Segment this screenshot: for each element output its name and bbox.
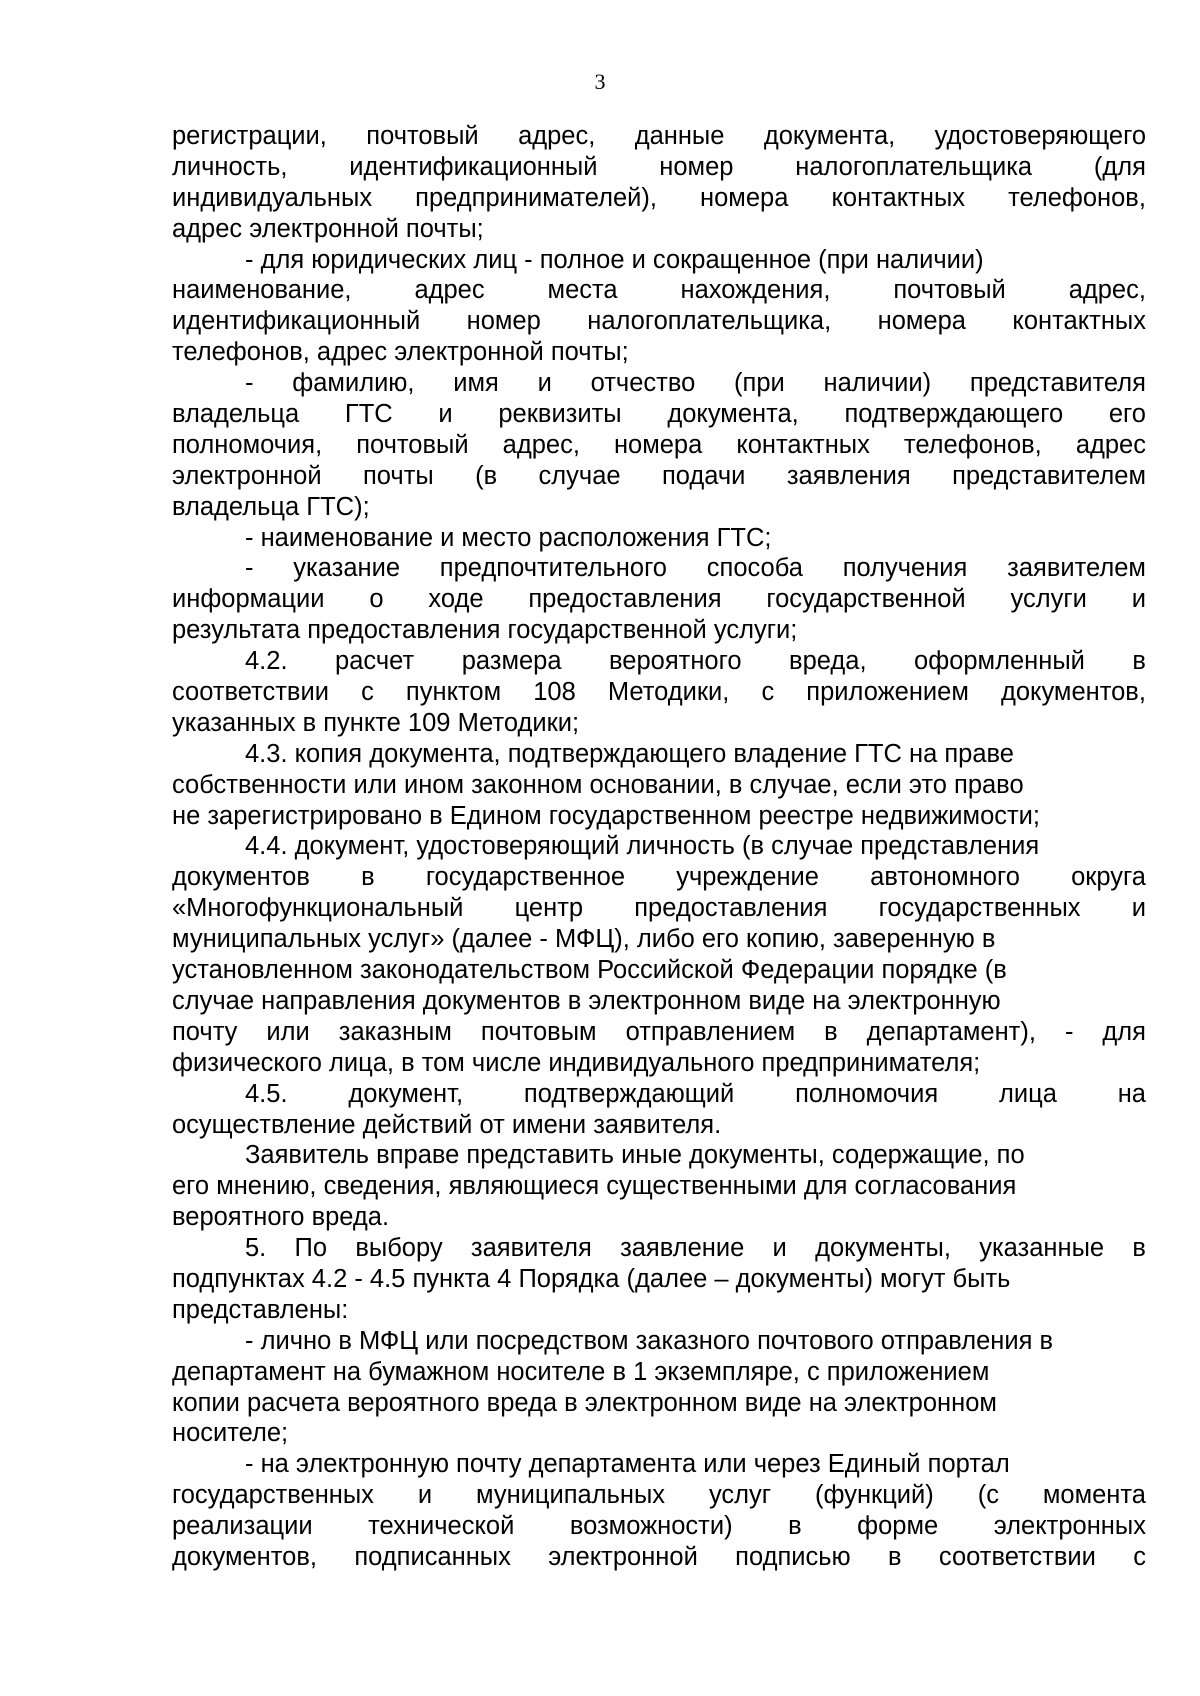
text-word: представителем [952, 461, 1146, 490]
text-word: номера [877, 307, 966, 336]
text-word: в [1132, 1234, 1146, 1263]
text-word: наличии) [823, 369, 932, 398]
text-word: указанные [979, 1234, 1105, 1263]
text-word: на [1117, 1079, 1146, 1108]
text-word: адрес [1075, 430, 1146, 459]
text-word: заявителя [470, 1234, 592, 1263]
text-word: (с [977, 1481, 999, 1510]
text-line: собственности или ином законном основании, в случае, если это право [172, 770, 1024, 799]
text-word: представителя [969, 369, 1146, 398]
text-word: налогоплательщика [795, 152, 1033, 181]
text-word: Методики, [607, 678, 730, 707]
text-word: для [1102, 1017, 1146, 1046]
text-line: случае направления документов в электронном виде на электронную [172, 986, 1001, 1015]
text-word: фамилию, [292, 369, 415, 398]
text-word: полномочия, [172, 430, 323, 459]
text-word: в [824, 1017, 838, 1046]
text-word: электронных [993, 1512, 1146, 1541]
text-word: 5. [245, 1234, 267, 1263]
text-word: имя [453, 369, 499, 398]
text-word: индивидуальных [172, 183, 373, 212]
text-word: нахождения, [680, 276, 831, 305]
text-word: почтовый [356, 430, 469, 459]
text-line: не зарегистрировано в Едином государственном реестре недвижимости; [172, 801, 1041, 830]
text-line [172, 1511, 1146, 1542]
text-line [172, 862, 1146, 893]
text-word: в [361, 863, 375, 892]
text-word: и [438, 400, 453, 429]
text-word: идентификационный [172, 307, 421, 336]
text-word: услуг [708, 1481, 772, 1510]
text-word: (при [734, 369, 785, 398]
text-line [172, 646, 1146, 677]
text-word: регистрации, [172, 122, 327, 150]
text-word: телефонов, [1008, 183, 1146, 212]
text-word: - [245, 554, 254, 583]
text-word: в [888, 1542, 902, 1571]
text-line: установленном законодательством Российской Федерации порядке (в [172, 956, 1007, 985]
text-word: расчет [335, 647, 415, 676]
document-body [172, 121, 1146, 1573]
text-word: почтовым [480, 1017, 597, 1046]
text-word: соответствии [172, 678, 329, 707]
text-word: предпринимателей), [415, 183, 657, 212]
text-word: ходе [428, 585, 484, 614]
text-word: момента [1042, 1481, 1146, 1510]
text-word: и [417, 1481, 433, 1510]
text-word: реализации [172, 1512, 313, 1541]
text-word: подписью [735, 1542, 851, 1571]
text-word: наименование, [172, 276, 352, 305]
text-word: заявление [620, 1234, 745, 1263]
text-word: учреждение [676, 863, 819, 892]
text-line: департамент на бумажном носителе в 1 экземпляре, с приложением [172, 1357, 990, 1386]
text-word: «Многофункциональный [172, 894, 464, 923]
text-line [172, 584, 1146, 615]
text-line: - для юридических лиц - полное и сокращенное (при наличии) [245, 245, 984, 274]
text-word: - [1064, 1017, 1074, 1046]
text-word: почтовый [366, 122, 479, 150]
text-word: автономного [870, 863, 1020, 892]
text-word: (в [475, 461, 498, 490]
text-word: государственное [425, 863, 626, 892]
text-line [172, 893, 1146, 924]
text-line: владельца ГТС); [172, 492, 370, 521]
text-word: - [245, 369, 254, 398]
text-word: идентификационный [349, 152, 598, 181]
text-line: указанных в пункте 109 Методики; [172, 708, 580, 737]
text-word: способа [706, 554, 803, 583]
text-word: контактных [736, 430, 870, 459]
text-line: адрес электронной почты; [172, 214, 484, 243]
text-word: электронной [172, 461, 322, 490]
text-word: департамент), [866, 1017, 1036, 1046]
text-word: услуги [1010, 585, 1087, 614]
text-line: 4.4. документ, удостоверяющий личность (в случае представления [245, 832, 1040, 861]
text-word: номера [613, 430, 703, 459]
text-line: 4.3. копия документа, подтверждающего владение ГТС на праве [245, 739, 1014, 768]
text-word: владельца [172, 400, 300, 429]
text-word: телефонов, [903, 430, 1042, 459]
text-word: номер [659, 152, 734, 181]
text-word: полномочия [795, 1079, 939, 1108]
text-word: места [547, 276, 618, 305]
text-word: адрес [414, 276, 485, 305]
text-line: муниципальных услуг» (далее - МФЦ), либо его копию, заверенную в [172, 925, 996, 954]
text-word: заявителем [1007, 554, 1146, 583]
text-word: государственных [172, 1481, 374, 1510]
text-line [172, 368, 1146, 399]
text-word: отправлением [625, 1017, 796, 1046]
text-line [172, 275, 1146, 306]
text-word: адрес, [1068, 276, 1146, 305]
text-word: возможности) [569, 1512, 733, 1541]
text-line [172, 1233, 1146, 1264]
text-word: документов, [1000, 678, 1146, 707]
text-word: документ, [348, 1079, 464, 1108]
text-line: телефонов, адрес электронной почты; [172, 338, 629, 367]
text-word: документов, [172, 1542, 317, 1571]
text-word: ГТС [344, 400, 393, 429]
text-word: приложением [806, 678, 969, 707]
text-line [172, 1079, 1146, 1110]
text-word: личность, [172, 152, 288, 181]
text-word: и [1131, 894, 1146, 923]
text-line: - на электронную почту департамента или через Единый портал [245, 1450, 1010, 1479]
text-word: и [537, 369, 552, 398]
text-word: в [788, 1512, 802, 1541]
text-word: (для [1093, 152, 1146, 181]
text-word: отчество [590, 369, 696, 398]
text-word: центр [514, 894, 584, 923]
text-word: документов [172, 863, 310, 892]
text-line [172, 677, 1146, 708]
text-line [172, 553, 1146, 584]
text-line [172, 183, 1146, 214]
text-line [172, 430, 1146, 461]
text-line: физического лица, в том числе индивидуального предпринимателя; [172, 1048, 981, 1077]
text-word: заявления [786, 461, 911, 490]
text-line [172, 399, 1146, 430]
text-word: предоставления [528, 585, 722, 614]
text-word: номера [700, 183, 789, 212]
text-word: и [1131, 585, 1146, 614]
text-word: пунктом [405, 678, 502, 707]
text-word: размера [461, 647, 562, 676]
text-word: вероятного [609, 647, 742, 676]
text-word: вреда, [789, 647, 867, 676]
text-word: 108 [533, 678, 576, 707]
text-word: удостоверяющего [934, 122, 1146, 150]
text-line [172, 306, 1146, 337]
text-word: 4.2. [245, 647, 288, 676]
text-line [172, 1542, 1146, 1573]
text-word: предпочтительного [439, 554, 667, 583]
text-line: результата предоставления государственной услуги; [172, 616, 798, 645]
text-word: 4.5. [245, 1079, 288, 1108]
text-word: его [1108, 400, 1146, 429]
text-word: почтовый [893, 276, 1006, 305]
text-word: контактных [831, 183, 966, 212]
text-line: - лично в МФЦ или посредством заказного почтового отправления в [245, 1326, 1054, 1355]
text-word: подтверждающий [523, 1079, 735, 1108]
text-word: округа [1071, 863, 1146, 892]
page-number: 3 [594, 69, 606, 94]
text-word: государственных [878, 894, 1081, 923]
text-line: подпунктах 4.2 - 4.5 пункта 4 Порядка (далее – документы) могут быть [172, 1264, 1011, 1293]
text-line: осуществление действий от имени заявителя. [172, 1110, 722, 1139]
text-line: - наименование и место расположения ГТС; [245, 523, 772, 552]
text-word: с [761, 678, 775, 707]
text-word: реквизиты [498, 400, 622, 429]
text-word: подписанных [354, 1542, 511, 1571]
text-word: в [1132, 647, 1146, 676]
text-line: его мнению, сведения, являющиеся существенными для согласования [172, 1172, 1017, 1201]
text-line [172, 1017, 1146, 1048]
text-word: с [361, 678, 374, 707]
text-word: контактных [1012, 307, 1146, 336]
text-word: информации [172, 585, 325, 614]
text-word: налогоплательщика, [587, 307, 832, 336]
text-word: данные [634, 122, 725, 150]
text-line: копии расчета вероятного вреда в электронном виде на электронном [172, 1388, 997, 1417]
text-line [172, 461, 1146, 492]
text-word: почты [362, 461, 434, 490]
text-word: документа, [667, 400, 799, 429]
text-line: вероятного вреда. [172, 1203, 390, 1232]
text-word: лица [998, 1079, 1057, 1108]
text-word: заказным [338, 1017, 452, 1046]
text-word: оформленный [914, 647, 1085, 676]
text-word: и [772, 1234, 787, 1263]
text-line [172, 152, 1146, 183]
text-word: документа, [763, 122, 896, 150]
text-word: муниципальных [476, 1481, 666, 1510]
text-word: электронной [548, 1542, 698, 1571]
text-word: соответствии [938, 1542, 1096, 1571]
text-word: государственной [766, 585, 966, 614]
text-word: документы, [815, 1234, 951, 1263]
text-word: с [1133, 1542, 1146, 1571]
text-word: выбору [355, 1234, 443, 1263]
text-word: (функций) [815, 1481, 934, 1510]
text-line [172, 121, 1146, 152]
text-word: адрес, [518, 122, 596, 150]
text-word: подтверждающего [844, 400, 1064, 429]
text-word: подачи [661, 461, 746, 490]
text-word: или [266, 1017, 310, 1046]
text-line: представлены: [172, 1295, 349, 1324]
text-word: адрес, [502, 430, 580, 459]
text-word: номер [466, 307, 541, 336]
text-word: форме [857, 1512, 939, 1541]
text-line: носителе; [172, 1419, 289, 1448]
text-word: получения [842, 554, 968, 583]
text-line: Заявитель вправе представить иные документы, содержащие, по [245, 1141, 1025, 1170]
text-word: указание [293, 554, 401, 583]
text-word: предоставления [634, 894, 828, 923]
text-word: По [294, 1234, 328, 1263]
text-word: о [369, 585, 384, 614]
text-word: случае [538, 461, 621, 490]
text-line [172, 1480, 1146, 1511]
text-word: технической [368, 1512, 515, 1541]
text-word: почту [172, 1017, 238, 1046]
